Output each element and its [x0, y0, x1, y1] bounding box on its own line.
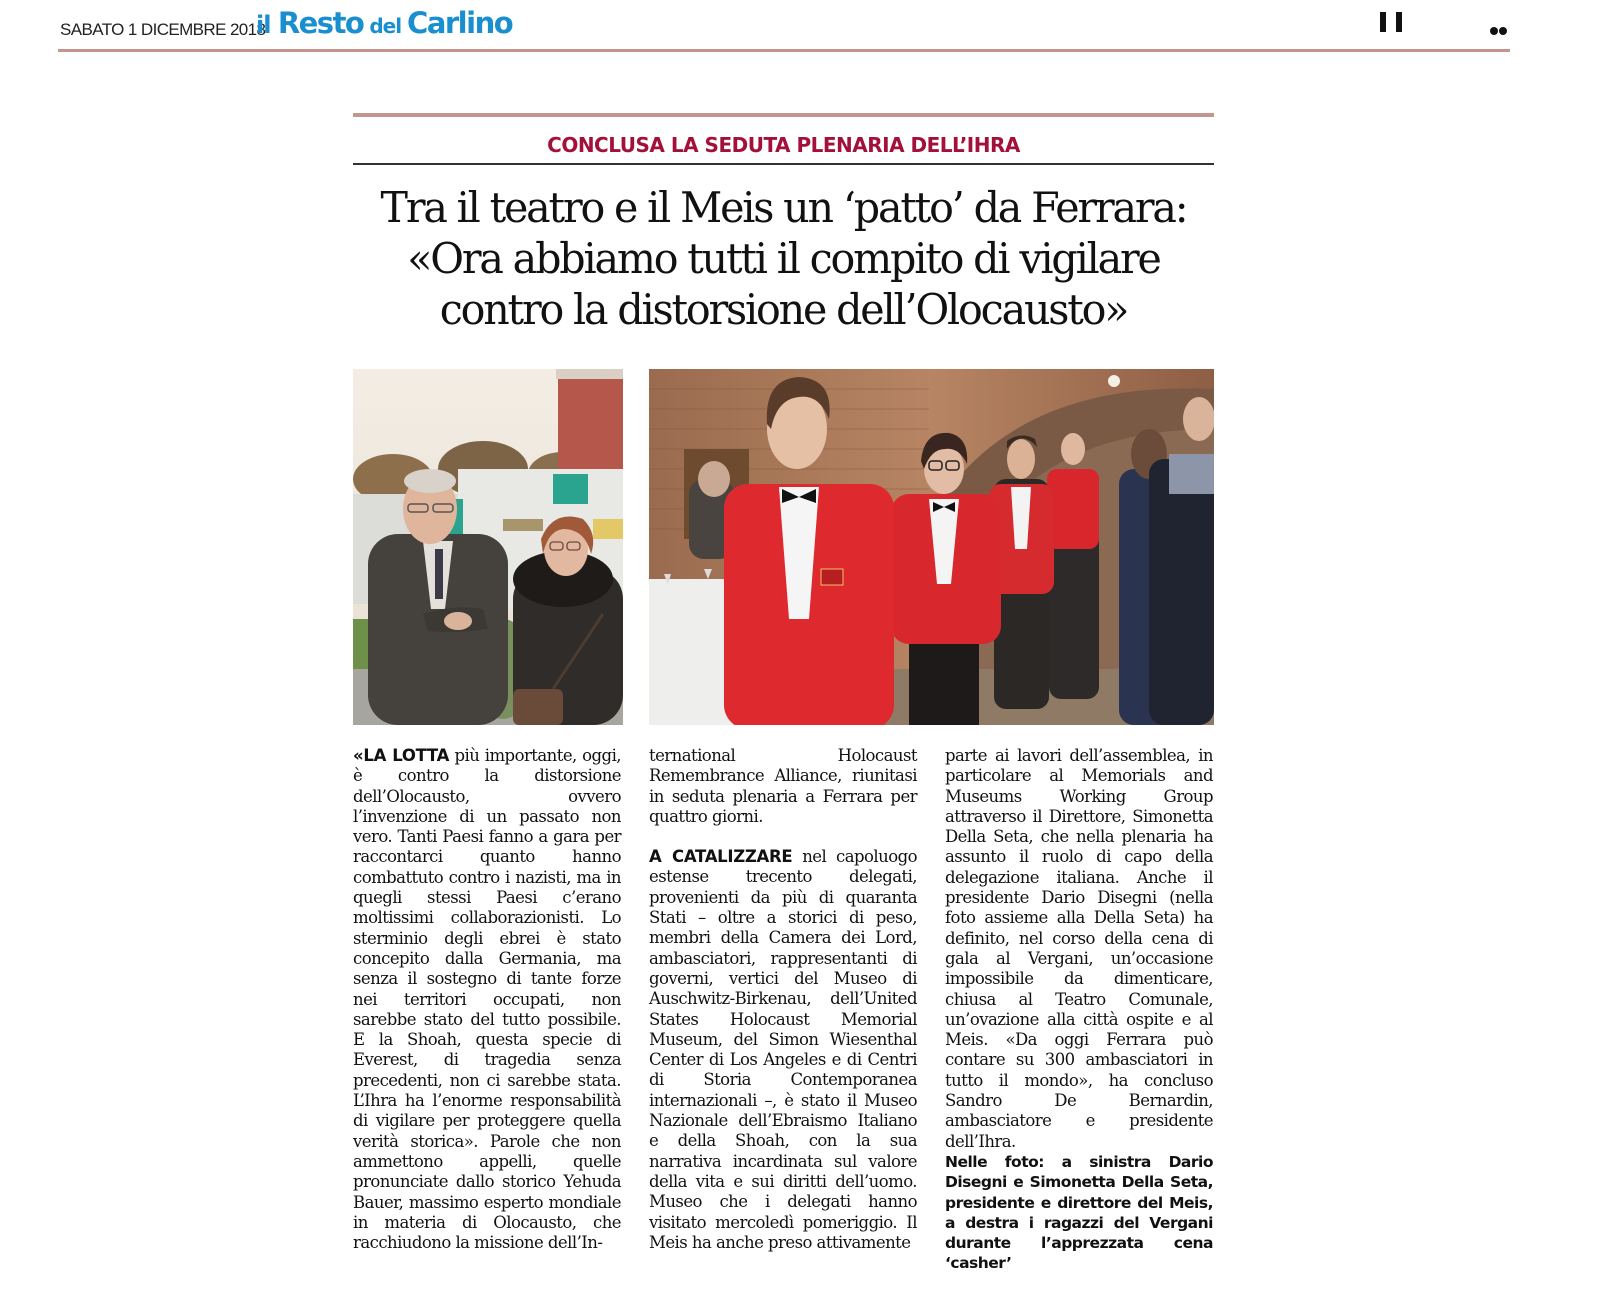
column-text: nel capoluogo estense trecento delegati, provenienti da più di quaranta Stati – oltre a storici di peso, membri della Camera dei Lord, ambasciatori, rappresentanti di governi, vertici del Museo di Auschwitz-Birkenau, dell’United States Holocaust Memorial Museum, del Simon Wiesenthal Center di Los Angeles e di Centri di Storia Contemporanea internazionali –, è stato il Museo Nazionale dell’Ebraismo Italiano e della Shoah, con la sua narrativa incardinata sul valore della vita e sui diritti dell’uomo. Museo che i delegati hanno visitato mercoledì pomeriggio. Il Meis ha anche preso attivamente [649, 847, 917, 1252]
article [353, 113, 1214, 1273]
lead-in: «LA LOTTA [353, 746, 450, 765]
newspaper-masthead [58, 6, 1510, 52]
lead-in: A CATALIZZARE [649, 847, 793, 867]
photo-caption: Nelle foto: a sinistra Dario Disegni e Simonetta Della Seta, presidente e direttore del Meis, a destra i ragazzi del Vergani durante l’apprezzata cena ‘casher’ [945, 1152, 1213, 1273]
photo-ragazzi-vergani [649, 369, 1214, 725]
issue-date: SABATO 1 DICEMBRE 2018 [60, 20, 266, 39]
column-text: parte ai lavori dell’assemblea, in particolare al Memorials and Museums Working Group attraverso il Direttore, Simonetta Della Seta, che nella plenaria ha assunto il ruolo di capo della delegazione italiana. Anche il presidente Dario Disegni (nella foto assieme alla Della Seta) ha definito, nel corso della cena di gala al Vergani, un’occasione impossibile da dimenticare, chiusa al Teatro Comunale, un’ovazione alla città ospite e al Meis. «Da oggi Ferrara può contare su 300 ambasciatori in tutto il mondo», ha concluso Sandro De Bernardin, ambasciatore e presidente dell’Ihra. [945, 746, 1213, 1151]
newspaper-logo: il Resto del Carlino [256, 6, 513, 40]
masthead-rule [58, 49, 1510, 52]
headline-line-2: «Ora abbiamo tutti il compito di vigilare [407, 234, 1160, 283]
kicker-rule [353, 163, 1214, 165]
article-column-3 [945, 746, 1213, 1274]
dots-icon [1490, 27, 1507, 35]
article-top-rule [353, 113, 1214, 117]
column-text: più importante, oggi, è contro la distorsione dell’Olocausto, ovvero l’invenzione di un passato non vero. Tanti Paesi fanno a gara per raccontarci quanto hanno combattuto contro i nazisti, ma in quegli stessi Paesi c’erano moltissimi collaborazionisti. Lo sterminio degli ebrei è stato concepito dalla Germania, ma senza il sostegno di tante forze nei territori occupati, non sarebbe stato del tutto possibile. E la Shoah, questa specie di Everest, di tragedia senza precedenti, non ci sarebbe stata. L’Ihra ha l’enorme responsabilità di vigilare per proteggere quella verità storica». Parole che non ammettono appelli, quelle pronunciate dallo storico Yehuda Bauer, massimo esperto mondiale in materia di Olocausto, che racchiudono la missione dell’In- [353, 746, 621, 1253]
pause-icon [1380, 12, 1402, 32]
article-column-2 [649, 746, 917, 1253]
article-column-1 [353, 746, 621, 1253]
article-kicker: CONCLUSA LA SEDUTA PLENARIA DELL’IHRA [547, 133, 1020, 157]
article-headline [362, 182, 1206, 335]
headline-line-3: contro la distorsione dell’Olocausto» [439, 285, 1128, 334]
headline-line-1: Tra il teatro e il Meis un ‘patto’ da Ferrara: [380, 183, 1187, 232]
photo-disegni-della-seta [353, 369, 623, 725]
column-text: ternational Holocaust Remembrance Alliance, riunitasi in seduta plenaria a Ferrara per quattro giorni. [649, 746, 917, 826]
